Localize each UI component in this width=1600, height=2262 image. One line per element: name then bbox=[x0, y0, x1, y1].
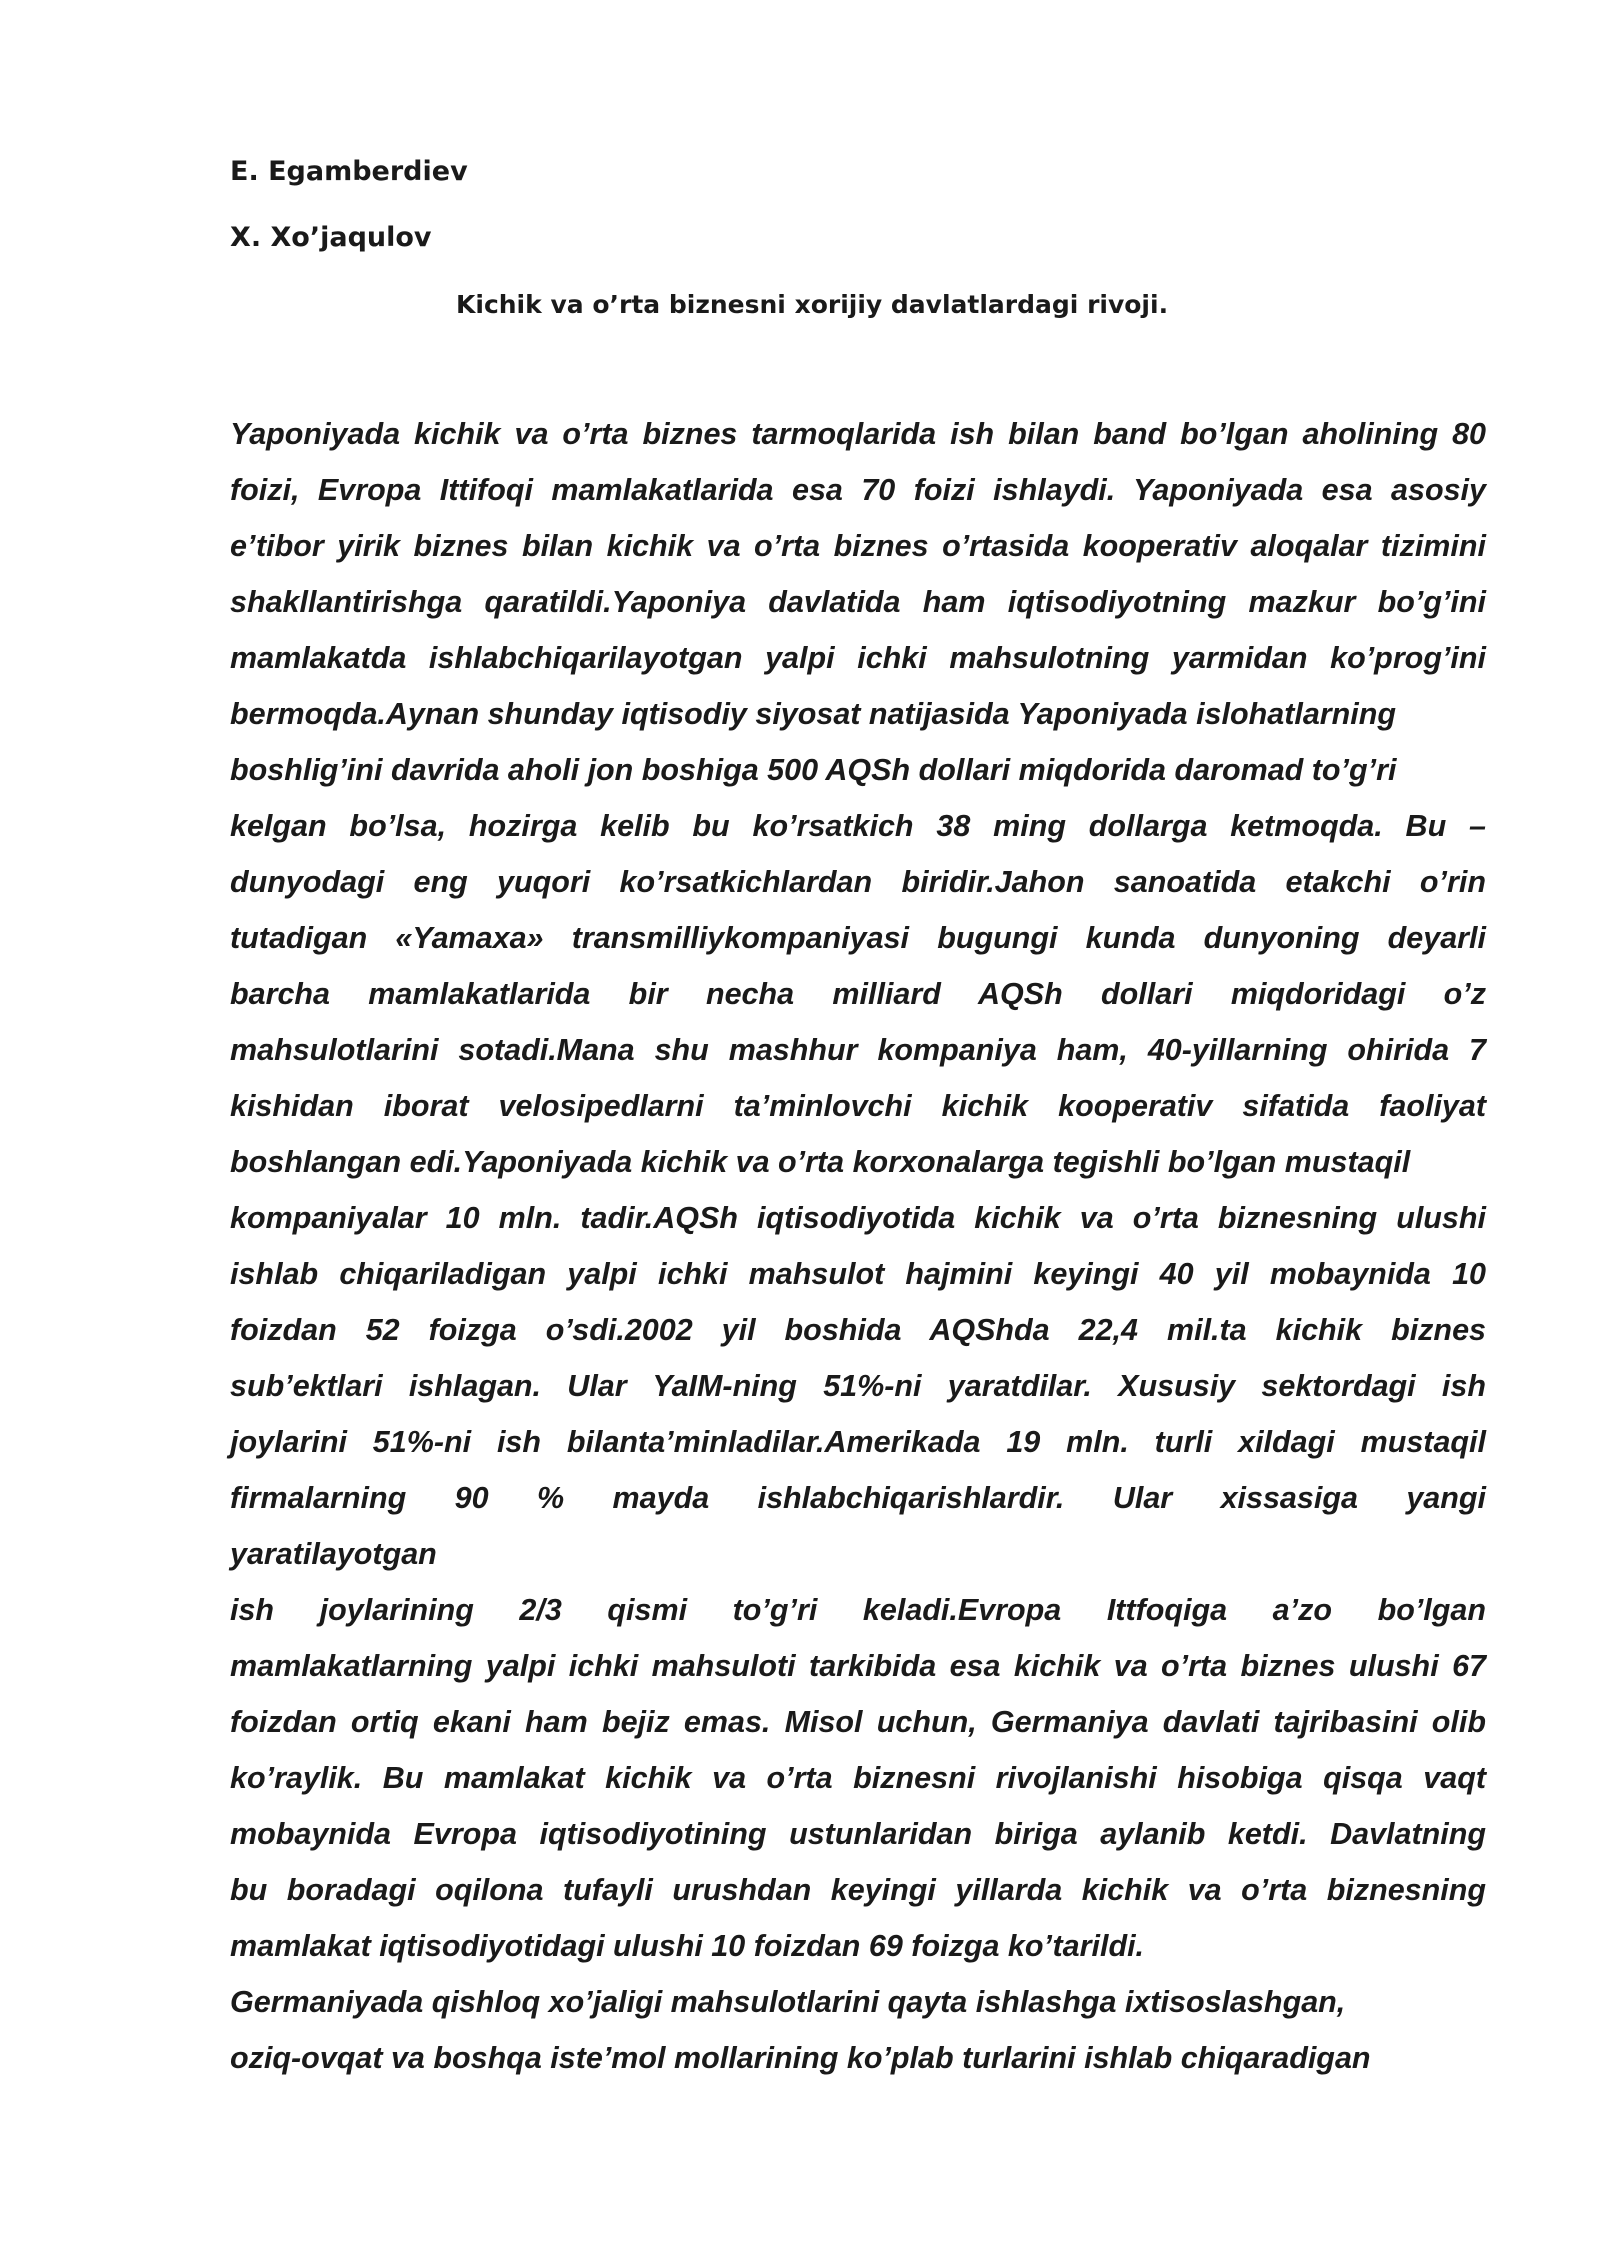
author-name: E. Egamberdiev bbox=[230, 156, 468, 187]
body-line: kelgan bo’lsa, hozirga kelib bu ko’rsatkich 38 ming dollarga ketmoqda. Bu – bbox=[230, 809, 1486, 843]
body-line: barcha mamlakatlarida bir necha milliard AQSh dollari miqdoridagi o’z bbox=[230, 977, 1486, 1011]
body-line: kishidan iborat velosipedlarni ta’minlovchi kichik kooperativ sifatida faoliyat bbox=[230, 1089, 1486, 1123]
body-line: shakllantirishga qaratildi.Yaponiya davlatida ham iqtisodiyotning mazkur bo’g’ini bbox=[230, 585, 1486, 619]
body-line: firmalarning 90 % mayda ishlabchiqarishlardir. Ular xissasiga yangi bbox=[230, 1481, 1486, 1515]
body-line: bermoqda.Aynan shunday iqtisodiy siyosat natijasida Yaponiyada islohatlarning bbox=[230, 697, 1397, 731]
body-line: bu boradagi oqilona tufayli urushdan keyingi yillarda kichik va o’rta biznesning bbox=[230, 1873, 1486, 1907]
body-line: sub’ektlari ishlagan. Ular YaIM-ning 51%-ni yaratdilar. Xususiy sektordagi ish bbox=[230, 1369, 1486, 1403]
author-name: X. Xo’jaqulov bbox=[230, 222, 432, 253]
body-line: Germaniyada qishloq xo’jaligi mahsulotlarini qayta ishlashga ixtisoslashgan, bbox=[230, 1985, 1346, 2019]
body-line: mamlakatlarning yalpi ichki mahsuloti tarkibida esa kichik va o’rta biznes ulushi 67 bbox=[230, 1649, 1486, 1683]
body-line: kompaniyalar 10 mln. tadir.AQSh iqtisodiyotida kichik va o’rta biznesning ulushi bbox=[230, 1201, 1486, 1235]
body-line: Yaponiyada kichik va o’rta biznes tarmoqlarida ish bilan band bo’lgan aholining 80 bbox=[230, 417, 1486, 451]
body-line: foizi, Evropa Ittifoqi mamlakatlarida esa 70 foizi ishlaydi. Yaponiyada esa asosiy bbox=[230, 473, 1486, 507]
document-title: Kichik va o’rta biznesni xorijiy davlatlardagi rivoji. bbox=[456, 290, 1169, 319]
body-line: mahsulotlarini sotadi.Mana shu mashhur kompaniya ham, 40-yillarning ohirida 7 bbox=[230, 1033, 1486, 1067]
body-line: foizdan ortiq ekani ham bejiz emas. Misol uchun, Germaniya davlati tajribasini olib bbox=[230, 1705, 1486, 1739]
body-line: dunyodagi eng yuqori ko’rsatkichlardan biridir.Jahon sanoatida etakchi o’rin bbox=[230, 865, 1486, 899]
body-line: ish joylarining 2/3 qismi to’g’ri keladi.Evropa Ittfoqiga a’zo bo’lgan bbox=[230, 1593, 1486, 1627]
body-line: boshlig’ini davrida aholi jon boshiga 500 AQSh dollari miqdorida daromad to’g’ri bbox=[230, 753, 1397, 787]
body-line: e’tibor yirik biznes bilan kichik va o’rta biznes o’rtasida kooperativ aloqalar tizimini bbox=[230, 529, 1486, 563]
body-line: mobaynida Evropa iqtisodiyotining ustunlaridan biriga aylanib ketdi. Davlatning bbox=[230, 1817, 1486, 1851]
body-line: mamlakatda ishlabchiqarilayotgan yalpi ichki mahsulotning yarmidan ko’prog’ini bbox=[230, 641, 1486, 675]
body-line: foizdan 52 foizga o’sdi.2002 yil boshida AQShda 22,4 mil.ta kichik biznes bbox=[230, 1313, 1486, 1347]
body-line: mamlakat iqtisodiyotidagi ulushi 10 foizdan 69 foizga ko’tarildi. bbox=[230, 1929, 1145, 1963]
body-line: tutadigan «Yamaxa» transmilliykompaniyasi bugungi kunda dunyoning deyarli bbox=[230, 921, 1486, 955]
body-line: ishlab chiqariladigan yalpi ichki mahsulot hajmini keyingi 40 yil mobaynida 10 bbox=[230, 1257, 1486, 1291]
body-text bbox=[230, 406, 1486, 2086]
body-line: ko’raylik. Bu mamlakat kichik va o’rta biznesni rivojlanishi hisobiga qisqa vaqt bbox=[230, 1761, 1486, 1795]
body-line: joylarini 51%-ni ish bilanta’minladilar.Amerikada 19 mln. turli xildagi mustaqil bbox=[230, 1425, 1486, 1459]
body-line: oziq-ovqat va boshqa iste’mol mollarining ko’plab turlarini ishlab chiqaradigan bbox=[230, 2041, 1371, 2075]
body-line: yaratilayotgan bbox=[230, 1537, 437, 1571]
body-line: boshlangan edi.Yaponiyada kichik va o’rta korxonalarga tegishli bo’lgan mustaqil bbox=[230, 1145, 1411, 1179]
